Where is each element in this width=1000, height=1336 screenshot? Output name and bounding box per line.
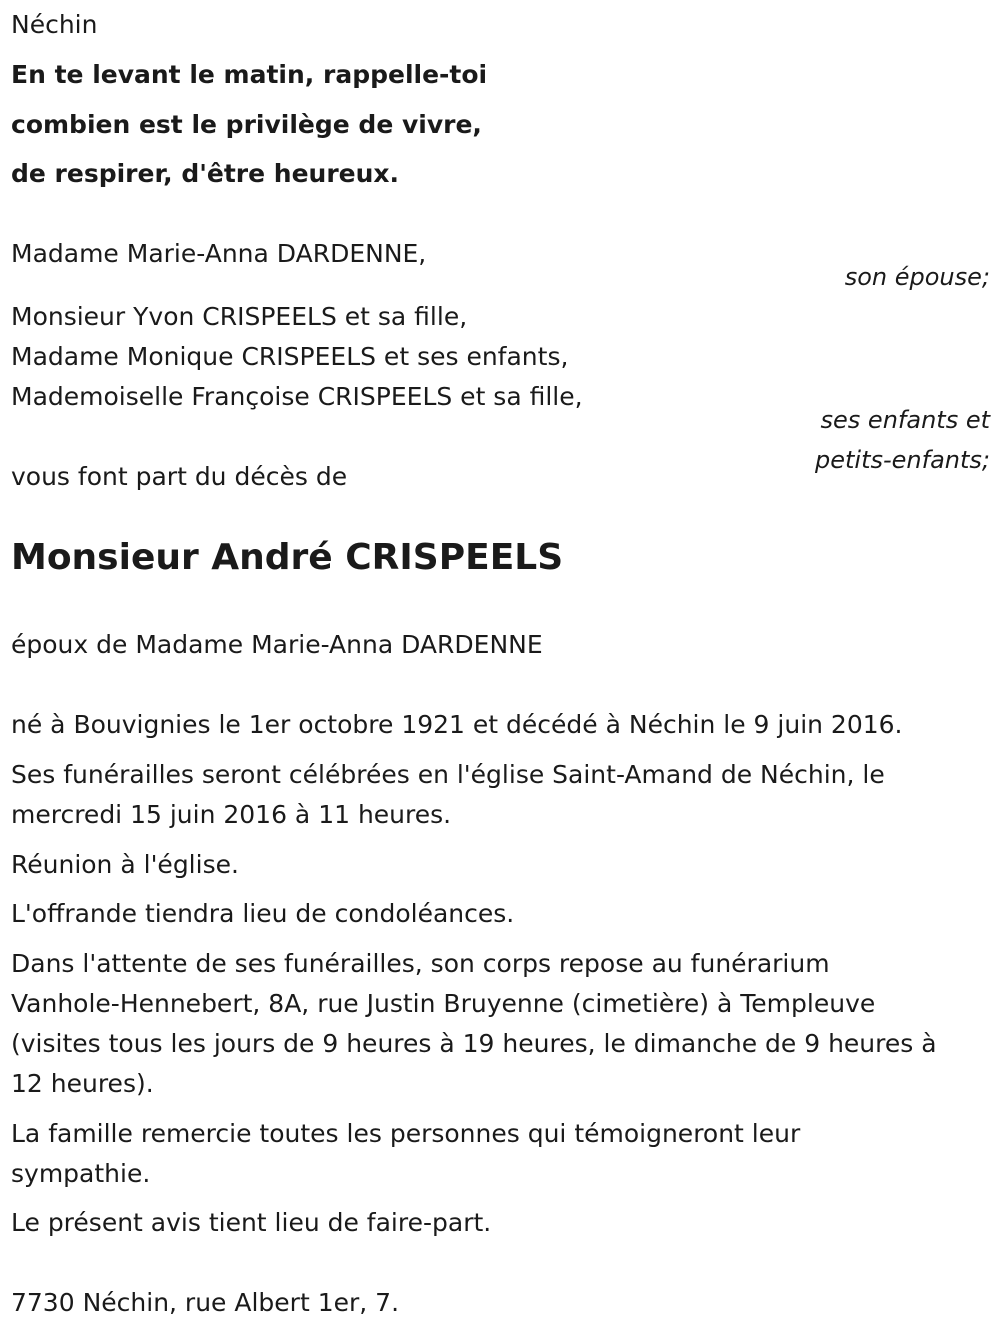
location-heading: Néchin	[11, 10, 98, 39]
child-3: Mademoiselle Françoise CRISPEELS et sa fille,	[11, 382, 583, 411]
thanks-line-1: La famille remercie toutes les personnes qui témoigneront leur	[11, 1119, 801, 1148]
child-2: Madame Monique CRISPEELS et ses enfants,	[11, 342, 569, 371]
quote-line-2: combien est le privilège de vivre,	[11, 110, 482, 139]
spouse-of: époux de Madame Marie-Anna DARDENNE	[11, 630, 543, 659]
address: 7730 Néchin, rue Albert 1er, 7.	[11, 1288, 400, 1317]
spouse-role: son épouse;	[844, 263, 990, 291]
notice: Le présent avis tient lieu de faire-part.	[11, 1208, 492, 1237]
children-role-line-1: ses enfants et	[820, 406, 990, 434]
children-role-line-2: petits-enfants;	[815, 446, 990, 474]
quote-line-1: En te levant le matin, rappelle-toi	[11, 60, 488, 89]
meeting: Réunion à l'église.	[11, 850, 239, 879]
funeral-line-2: mercredi 15 juin 2016 à 11 heures.	[11, 800, 452, 829]
funeral-line-1: Ses funérailles seront célébrées en l'église Saint-Amand de Néchin, le	[11, 760, 885, 789]
spouse-name: Madame Marie-Anna DARDENNE,	[11, 239, 427, 268]
visitation-line-1: Dans l'attente de ses funérailles, son corps repose au funérarium	[11, 949, 830, 978]
visitation-line-4: 12 heures).	[11, 1069, 154, 1098]
thanks-line-2: sympathie.	[11, 1159, 151, 1188]
visitation-line-3: (visites tous les jours de 9 heures à 19 heures, le dimanche de 9 heures à	[11, 1029, 937, 1058]
announcement: vous font part du décès de	[11, 462, 348, 491]
birth-death: né à Bouvignies le 1er octobre 1921 et décédé à Néchin le 9 juin 2016.	[11, 710, 903, 739]
offering: L'offrande tiendra lieu de condoléances.	[11, 899, 515, 928]
deceased-name: Monsieur André CRISPEELS	[11, 537, 564, 578]
quote-line-3: de respirer, d'être heureux.	[11, 159, 400, 188]
child-1: Monsieur Yvon CRISPEELS et sa fille,	[11, 302, 468, 331]
visitation-line-2: Vanhole-Hennebert, 8A, rue Justin Bruyenne (cimetière) à Templeuve	[11, 989, 876, 1018]
